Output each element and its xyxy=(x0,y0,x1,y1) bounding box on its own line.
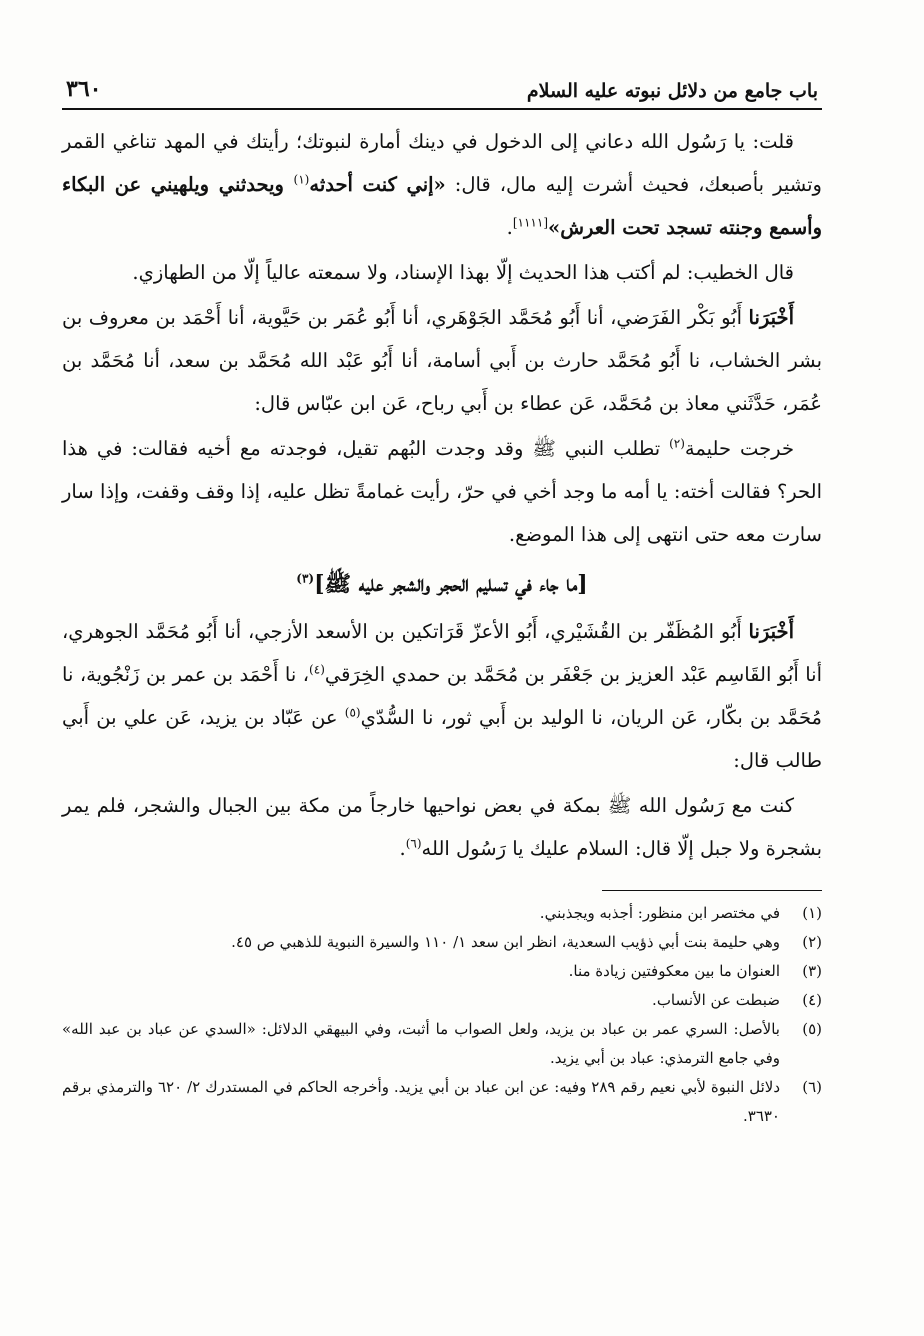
paragraph-text: قال الخطيب: لم أكتب هذا الحديث إلّا بهذا الإسناد، ولا سمعته عالياً إلّا من الطهازي. xyxy=(132,261,794,284)
paragraph-4 xyxy=(62,427,822,556)
paragraph-5 xyxy=(62,610,822,782)
footnote-number: (٢) xyxy=(802,933,822,951)
paragraph-end: . xyxy=(399,837,406,860)
paragraph-2 xyxy=(62,251,822,294)
footnote-number: (١) xyxy=(802,904,822,922)
hadith-quote: ويحدثني ويلهيني عن البكاء وأسمع وجنته تسجد تحت العرش» xyxy=(62,173,822,239)
footnote xyxy=(62,899,822,928)
page-header xyxy=(62,68,822,110)
isnad-lead: أَخْبَرَنا xyxy=(748,620,794,643)
footnote-number: (٤) xyxy=(802,991,822,1009)
footnote-number: (٥) xyxy=(802,1020,822,1038)
section-title: [ما جاء في تسليم الحجر والشجر عليه ﷺ] xyxy=(314,571,588,597)
footnote-separator xyxy=(602,890,822,891)
footnote-ref: (٦) xyxy=(405,836,422,851)
footnote-text: دلائل النبوة لأبي نعيم رقم ٢٨٩ وفيه: عن ابن عباد بن أبي يزيد. وأخرجه الحاكم في المستدرك ٢/ ٦٢٠ والترمذي برقم ٣٦٣٠. xyxy=(62,1078,780,1125)
paragraph-text: تطلب النبي ﷺ وقد وجدت البُهم تقيل، فوجدته مع أخيه فقالت: في هذا الحر؟ فقالت أخته: يا أمه ما وجد أخي في حرّ، رأيت غمامةً تظل عليه، إذا وقف وقفت، وإذا سار سارت معه حتى انتهى إلى هذا الموضع. xyxy=(62,437,822,546)
paragraph-text: كنت مع رَسُول الله ﷺ بمكة في بعض نواحيها خارجاً من مكة بين الجبال والشجر، فلم يمر بشجرة ولا جبل إلّا قال: السلام عليك يا رَسُول الله xyxy=(62,794,822,860)
footnote xyxy=(62,1015,822,1073)
footnote-text: ضبطت عن الأنساب. xyxy=(652,991,780,1009)
footnote-text: العنوان ما بين معكوفتين زيادة منا. xyxy=(568,962,780,980)
paragraph-end: . xyxy=(506,216,513,239)
footnote-text: بالأصل: السري عمر بن عباد بن يزيد، ولعل الصواب ما أثبت، وفي البيهقي الدلائل: «السدي عن عباد بن عبد الله» وفي جامع الترمذي: عباد بن أبي يزيد. xyxy=(62,1020,780,1067)
footnote xyxy=(62,928,822,957)
paragraph-text: أَبُو المُظَفّر بن القُشَيْري، أَبُو الأعزّ قَرَاتكين بن الأسعد الأزجي، أنا أَبُو مُحَمَّد الجوهري، أنا أَبُو القَاسِم عَبْد العزيز بن جَعْفَر بن مُحَمَّد بن حمدي الخِرَقي xyxy=(62,620,822,686)
paragraph-6 xyxy=(62,784,822,870)
footnote-ref: (٣) xyxy=(296,571,315,586)
footnote-ref: (١) xyxy=(293,172,310,187)
section-heading xyxy=(62,564,822,604)
book-page xyxy=(62,68,822,1298)
main-text xyxy=(62,120,822,1131)
isnad-lead: أَخْبَرَنا xyxy=(748,306,794,329)
footnote-ref: (٤) xyxy=(309,662,325,677)
footnotes xyxy=(62,899,822,1131)
footnote xyxy=(62,986,822,1015)
footnote xyxy=(62,1073,822,1131)
paragraph-text: عن عَبّاد بن يزيد، عَن علي بن أَبي طالب قال: xyxy=(62,706,822,772)
paragraph-text: أَبُو بَكْر الفَرَضي، أنا أَبُو مُحَمَّد الجَوْهَري، أنا أَبُو عُمَر بن حَيَّوية، أنا أَحْمَد بن معروف بن بشر الخشاب، نا أَبُو مُحَمَّد حارث بن أَبي أسامة، أنا أَبُو عَبْد الله مُحَمَّد بن سعد، أنا مُحَمَّد بن عُمَر، حَدَّثَني معاذ بن مُحَمَّد، عَن عطاء بن أَبي رباح، عَن ابن عبّاس قال: xyxy=(62,306,822,415)
footnote-ref: (٢) xyxy=(669,436,685,451)
footnote-text: وهي حليمة بنت أبي ذؤيب السعدية، انظر ابن سعد ١/ ١١٠ والسيرة النبوية للذهبي ص ٤٥. xyxy=(231,933,780,951)
footnote-ref: (٥) xyxy=(344,705,361,720)
hadith-quote: «إني كنت أحدثه xyxy=(309,173,446,196)
paragraph-text: ، نا أَحْمَد بن عمر بن زَنْجُوية، نا مُحَمَّد بن بكّار، عَن الريان، نا الوليد بن أَبي ثور، نا السُّدّي xyxy=(62,663,822,729)
footnote-number: (٣) xyxy=(802,962,822,980)
paragraph-text: قلت: يا رَسُول الله دعاني إلى الدخول في دينك أمارة لنبوتك؛ رأيتك في المهد تناغي القمر وتشير بأصبعك، فحيث أشرت إليه مال، قال: xyxy=(62,130,822,196)
footnote xyxy=(62,957,822,986)
footnote-text: في مختصر ابن منظور: أجذبه ويجذبني. xyxy=(539,904,780,922)
paragraph-text: خرجت حليمة xyxy=(684,437,794,460)
running-title: باب جامع من دلائل نبوته عليه السلام xyxy=(526,80,818,102)
hadith-number: [١١١١] xyxy=(512,215,548,230)
page-number: ٣٦٠ xyxy=(66,76,102,102)
paragraph-1 xyxy=(62,120,822,249)
paragraph-3 xyxy=(62,296,822,425)
footnote-number: (٦) xyxy=(802,1078,822,1096)
